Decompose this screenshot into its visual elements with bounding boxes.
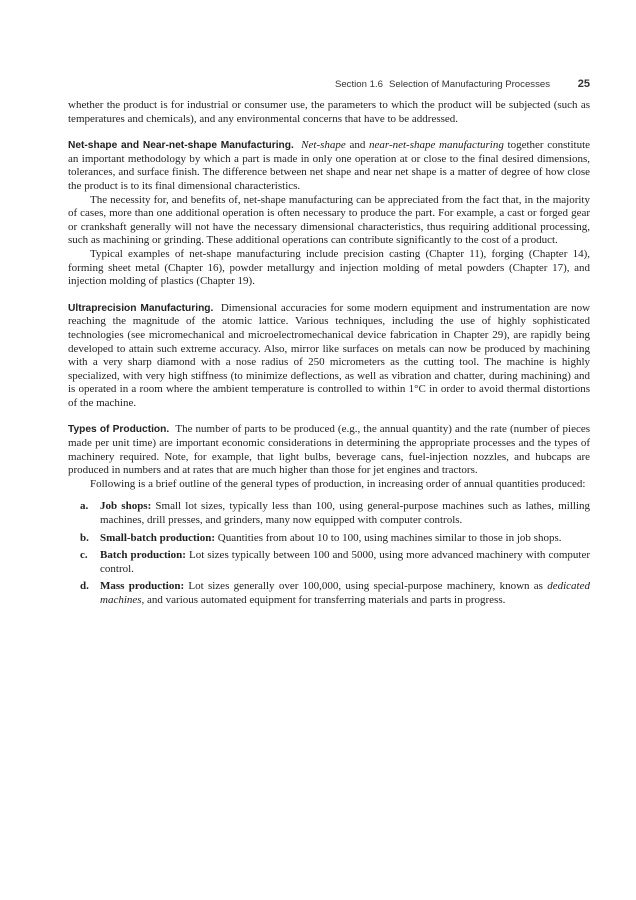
list-marker: d. xyxy=(80,580,89,593)
list-marker: b. xyxy=(80,531,89,544)
types-heading: Types of Production. xyxy=(68,424,170,436)
ultraprecision-paragraph xyxy=(68,302,590,411)
net-shape-paragraph-2: The necessity for, and benefits of, net-shape manufacturing can be appreciated from the fact that, in the majority of cases, more than one additional operation is often necessary to produce the part. For example, a cast or forged gear or crankshaft generally will not have the necessary dimensional characteristics, thus requiring additional processing, such as machining or grinding. These additional operations can contribute significantly to the cost of a product. xyxy=(68,193,590,247)
intro-paragraph: whether the product is for industrial or consumer use, the parameters to which the product will be subjected (such as temperatures and chemicals), and any environmental concerns that have to be addressed. xyxy=(68,99,590,125)
section-number: Section 1.6 xyxy=(334,79,383,90)
types-text: The number of parts to be produced (e.g., the annual quantity) and the rate (number of pieces made per unit time) are important economic considerations in determining the appropriate processes and the types of machinery required. Note, for example, that light bulbs, beverage cans, fuel-injection nozzles, and hubcaps are produced in numbers and at rates that are much higher than those for jet engines and tractors. xyxy=(68,423,591,477)
list-text: Quantities from about 10 to 100, using machines similar to those in job shops. xyxy=(215,531,562,544)
list-emphasis: dedicated machines xyxy=(100,580,590,606)
list-term: Job shops: xyxy=(100,500,152,513)
near-net-shape-term: near-net-shape manufacturing xyxy=(369,139,504,152)
net-shape-term: Net-shape xyxy=(301,139,346,152)
net-shape-paragraph-3: Typical examples of net-shape manufacturing include precision casting (Chapter 11), forging (Chapter 14), forming sheet metal (Chapter 16), powder metallurgy and injection molding of metal powders (Chapter 17), and injection molding of plastics (Chapter 19). xyxy=(68,247,590,288)
list-text: Lot sizes typically between 100 and 5000, using more advanced machinery with computer control. xyxy=(100,549,590,575)
body-text xyxy=(68,99,590,612)
list-item xyxy=(68,580,590,607)
net-shape-paragraph xyxy=(68,139,590,193)
page-number: 25 xyxy=(577,78,590,90)
list-text-end: , and various automated equipment for transferring materials and parts in progress. xyxy=(141,594,506,606)
section-title: Selection of Manufacturing Processes xyxy=(388,79,550,90)
list-term: Mass production: xyxy=(100,580,185,593)
list-item xyxy=(68,532,590,546)
net-shape-and: and xyxy=(345,139,370,152)
ultraprecision-text: Dimensional accuracies for some modern equipment and instrumentation are now reaching the magnitude of the atomic lattice. Various techniques, including the use of highly sophisticated technologies (see micromechanical and microelectromechanical device fabrication in Chapter 29), are rapidly being developed to attain such extreme accuracy. Also, mirror like surfaces on metals can now be produced by machining with a very sharp diamond with a nose radius of 250 micrometers as the cutting tool. The machine is highly specialized, with very high stiffness (to minimize deflections, as well as vibration and chatter, during machining) and is operated in a room where the ambient temperature is controlled to within 1°C in order to avoid thermal distortions of the machine. xyxy=(68,301,591,409)
section-label xyxy=(335,79,550,90)
list-text: Lot sizes generally over 100,000, using special-purpose machinery, known as xyxy=(184,580,548,593)
running-header xyxy=(68,78,590,92)
list-marker: a. xyxy=(80,500,89,513)
production-types-list xyxy=(68,500,590,607)
list-item xyxy=(68,500,590,527)
list-item xyxy=(68,549,590,576)
types-paragraph xyxy=(68,423,590,477)
list-term: Batch production: xyxy=(100,549,186,562)
list-marker: c. xyxy=(80,549,88,562)
list-text: Small lot sizes, typically less than 100, using general-purpose machines such as lathes, milling machines, drill presses, and grinders, many now equipped with computer controls. xyxy=(100,500,590,527)
ultraprecision-heading: Ultraprecision Manufacturing. xyxy=(68,302,214,314)
net-shape-heading: Net-shape and Near-net-shape Manufacturing. xyxy=(68,140,294,152)
types-paragraph-2: Following is a brief outline of the general types of production, in increasing order of annual quantities produced: xyxy=(90,477,586,490)
net-shape-text: together constitute an important methodology by which a part is made in only one operation at or close to the final desired dimensions, tolerances, and surface finish. The difference between net shape and near net shape is a matter of degree of how close the product is to its final dimensional characteristics. xyxy=(68,139,591,192)
list-term: Small-batch production: xyxy=(100,531,216,544)
